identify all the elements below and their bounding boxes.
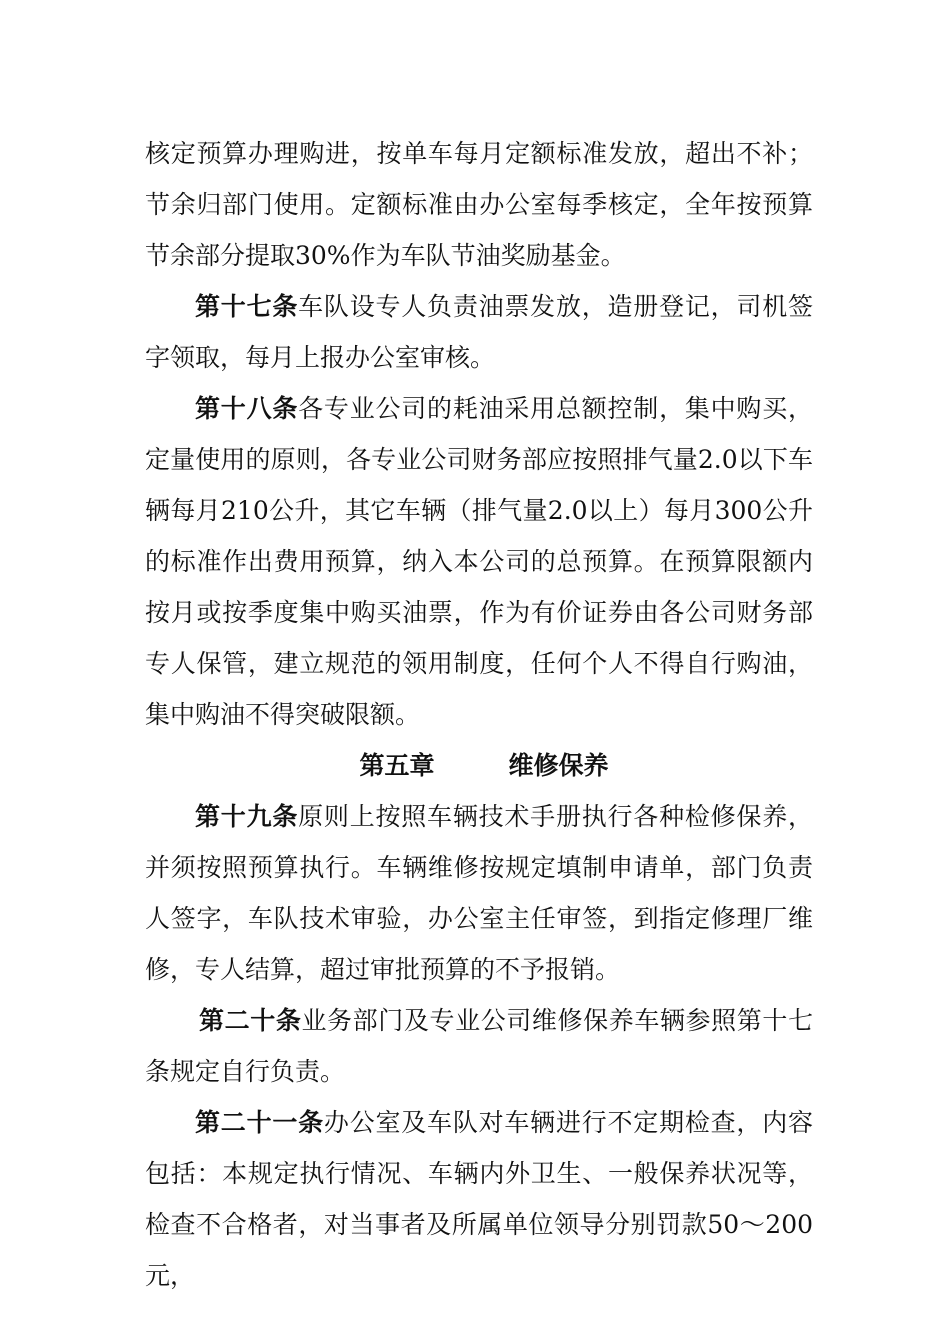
paragraph-text: 核定预算办理购进，按单车每月定额标准发放，超出不补；节余归部门使用。定额标准由办公室每季核定，全年按预算节余部分提取30%作为车队节油奖励基金。 xyxy=(145,139,813,270)
article-19 xyxy=(145,791,813,995)
article-17 xyxy=(145,281,813,383)
article-text: 车队设专人负责油票发放，造册登记，司机签字领取，每月上报办公室审核。 xyxy=(145,292,813,372)
article-number: 第二十条 xyxy=(199,1006,302,1035)
article-number: 第十七条 xyxy=(195,292,299,321)
article-text: 办公室及车队对车辆进行不定期检查，内容包括：本规定执行情况、车辆内外卫生、一般保养状况等，检查不合格者，对当事者及所属单位领导分别罚款50～200元， xyxy=(145,1108,813,1290)
chapter-number: 第五章 xyxy=(359,751,435,780)
article-text: 各专业公司的耗油采用总额控制，集中购买，定量使用的原则，各专业公司财务部应按照排气量2.0以下车辆每月210公升，其它车辆（排气量2.0以上）每月300公升的标准作出费用预算，纳入本公司的总预算。在预算限额内按月或按季度集中购买油票，作为有价证券由各公司财务部专人保管，建立规范的领用制度，任何个人不得自行购油，集中购油不得突破限额。 xyxy=(145,394,813,729)
article-text: 业务部门及专业公司维修保养车辆参照第十七条规定自行负责。 xyxy=(145,1006,813,1086)
article-number: 第十九条 xyxy=(195,802,299,831)
chapter-title: 维修保养 xyxy=(508,751,609,780)
article-18 xyxy=(145,383,813,740)
article-20 xyxy=(145,995,813,1097)
chapter-heading xyxy=(145,740,813,791)
article-number: 第十八条 xyxy=(195,394,299,423)
article-number: 第二十一条 xyxy=(195,1108,324,1137)
article-21 xyxy=(145,1097,813,1301)
article-text: 原则上按照车辆技术手册执行各种检修保养，并须按照预算执行。车辆维修按规定填制申请单，部门负责人签字，车队技术审验，办公室主任审签，到指定修理厂维修，专人结算，超过审批预算的不予报销。 xyxy=(145,802,813,984)
paragraph-continuation xyxy=(145,128,813,281)
document-page xyxy=(145,128,813,1301)
